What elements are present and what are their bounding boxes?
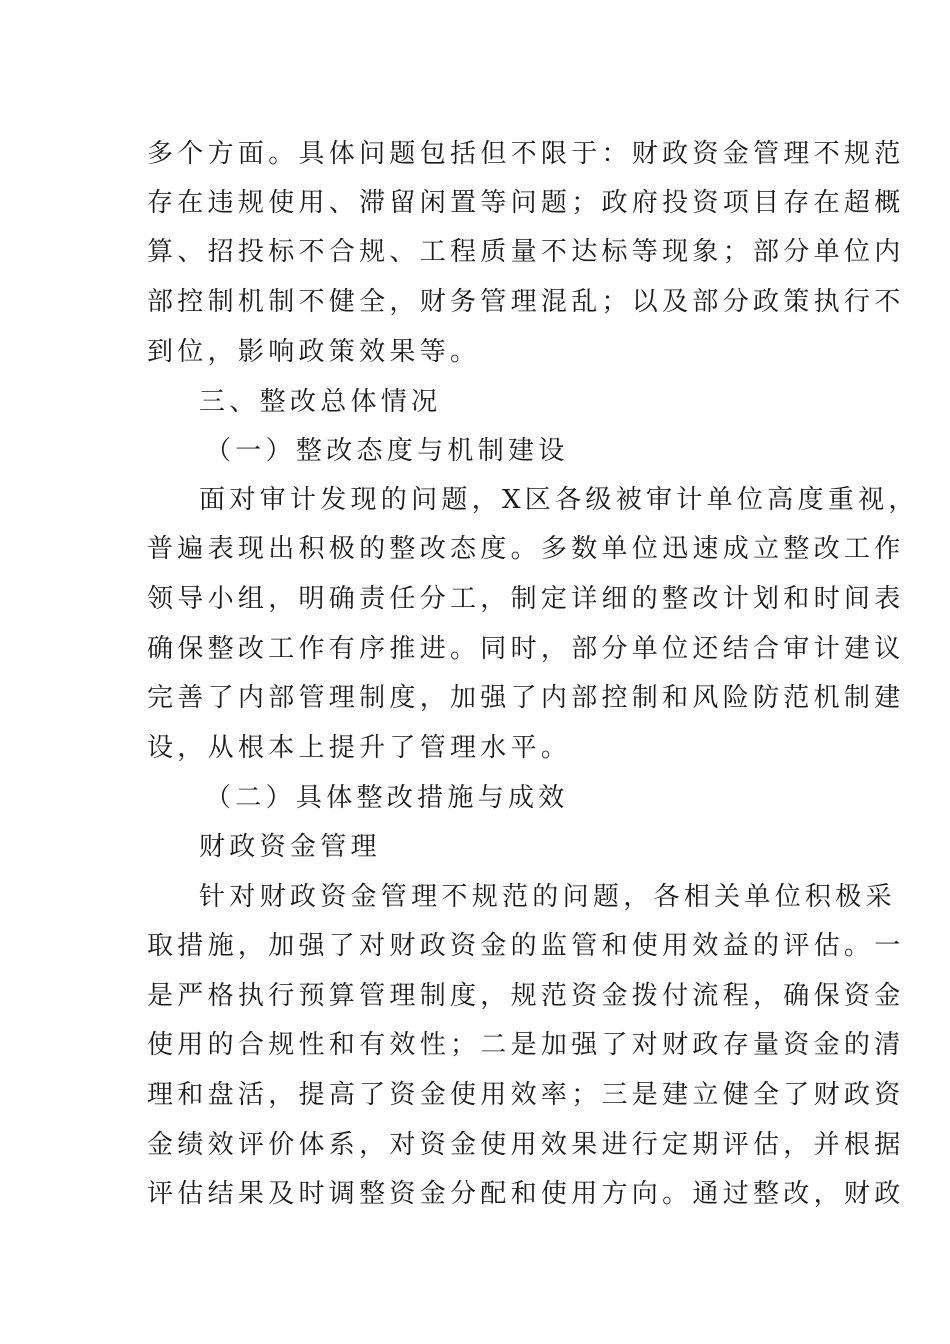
body-text-line: 是严格执行预算管理制度，规范资金拨付流程，确保资金 xyxy=(147,981,905,1011)
body-text-line: 完善了内部管理制度，加强了内部控制和风险防范机制建 xyxy=(147,683,905,713)
body-text-line: 金绩效评价体系，对资金使用效果进行定期评估，并根据 xyxy=(147,1130,905,1160)
topic-heading: 财政资金管理 xyxy=(199,832,381,862)
body-text-line: 到位，影响政策效果等。 xyxy=(147,337,481,367)
body-text-line: 算、招投标不合规、工程质量不达标等现象；部分单位内 xyxy=(147,237,905,267)
subsection-heading: （一）整改态度与机制建设 xyxy=(205,436,569,466)
body-text-line: 多个方面。具体问题包括但不限于：财政资金管理不规范 xyxy=(147,139,905,169)
body-text-line: 存在违规使用、滞留闲置等问题；政府投资项目存在超概 xyxy=(147,188,905,218)
body-text-line: 部控制机制不健全，财务管理混乱；以及部分政策执行不 xyxy=(147,287,905,317)
body-text-line: 针对财政资金管理不规范的问题，各相关单位积极采 xyxy=(199,882,896,912)
subsection-heading: （二）具体整改措施与成效 xyxy=(205,783,569,813)
section-heading: 三、整改总体情况 xyxy=(199,387,442,417)
body-text-line: 面对审计发现的问题，X区各级被审计单位高度重视， xyxy=(199,485,919,515)
body-text-line: 领导小组，明确责任分工，制定详细的整改计划和时间表 xyxy=(147,584,905,614)
body-text-line: 普遍表现出积极的整改态度。多数单位迅速成立整改工作 xyxy=(147,534,905,564)
body-text-line: 评估结果及时调整资金分配和使用方向。通过整改，财政 xyxy=(147,1179,905,1209)
body-text-line: 取措施，加强了对财政资金的监管和使用效益的评估。一 xyxy=(147,931,905,961)
body-text-line: 确保整改工作有序推进。同时，部分单位还结合审计建议 xyxy=(147,634,905,664)
body-text-line: 理和盘活，提高了资金使用效率；三是建立健全了财政资 xyxy=(147,1080,905,1110)
body-text-line: 使用的合规性和有效性；二是加强了对财政存量资金的清 xyxy=(147,1030,905,1060)
body-text-line: 设，从根本上提升了管理水平。 xyxy=(147,733,572,763)
